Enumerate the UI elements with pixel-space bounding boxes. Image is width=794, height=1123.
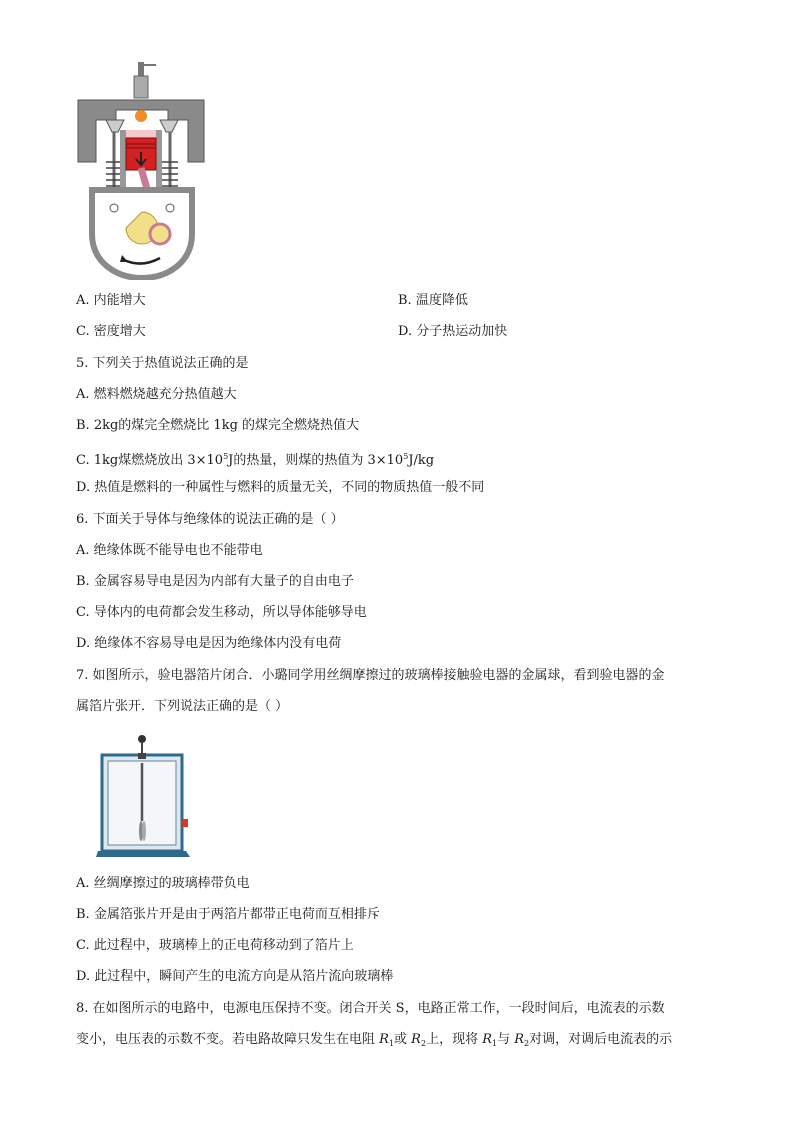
question-stem <box>76 1030 672 1054</box>
question-stem: 7. 如图所示，验电器箔片闭合．小璐同学用丝绸摩擦过的玻璃棒接触验电器的金属球，看到验电器的金 <box>76 668 665 683</box>
option-d: D. 分子热运动加快 <box>398 324 508 339</box>
resistor-symbol: R <box>411 1032 421 1047</box>
option-a: A. 丝绸摩擦过的玻璃棒带负电 <box>76 876 250 891</box>
question-stem: 8. 在如图所示的电路中，电源电压保持不变。闭合开关 S，电路正常工作，一段时间后，电流表的示数 <box>76 1001 665 1016</box>
option-c-text: J的热量，则煤的热值为 3×10 <box>228 453 404 468</box>
stem-text: 对调，对调后电流表的示 <box>529 1032 673 1047</box>
question-stem: 6. 下面关于导体与绝缘体的说法正确的是（ ） <box>76 512 344 527</box>
stem-text: 上，现将 <box>426 1032 483 1047</box>
option-c-text: C. 1kg煤燃烧放出 3×10 <box>76 453 224 468</box>
option-b: B. 金属容易导电是因为内部有大量子的自由电子 <box>76 574 354 589</box>
option-b: B. 2kg的煤完全燃烧比 1kg 的煤完全燃烧热值大 <box>76 418 360 433</box>
option-c: C. 导体内的电荷都会发生移动，所以导体能够导电 <box>76 605 367 620</box>
stem-text: 变小，电压表的示数不变。若电路故障只发生在电阻 <box>76 1032 380 1047</box>
option-d: D. 此过程中，瞬间产生的电流方向是从箔片流向玻璃棒 <box>76 969 394 984</box>
option-a: A. 绝缘体既不能导电也不能带电 <box>76 543 263 558</box>
engine-cylinder-figure <box>76 62 211 280</box>
resistor-symbol: R <box>514 1032 525 1047</box>
electroscope-figure <box>96 733 192 861</box>
option-c <box>76 447 434 471</box>
option-c: C. 密度增大 <box>76 324 146 339</box>
option-d: D. 绝缘体不容易导电是因为绝缘体内没有电荷 <box>76 636 342 651</box>
question-stem: 属箔片张开．下列说法正确的是（ ） <box>76 699 289 714</box>
option-d: D. 热值是燃料的一种属性与燃料的质量无关，不同的物质热值一般不同 <box>76 480 485 495</box>
stem-text: 与 <box>497 1032 515 1047</box>
resistor-symbol: R <box>379 1032 389 1047</box>
option-c-text: J/kg <box>408 453 435 468</box>
option-c: C. 此过程中，玻璃棒上的正电荷移动到了箔片上 <box>76 938 354 953</box>
subscript: 2 <box>524 1039 530 1048</box>
option-a: A. 燃料燃烧越充分热值越大 <box>76 387 237 402</box>
option-a: A. 内能增大 <box>76 293 146 308</box>
option-b: B. 金属箔张片开是由于两箔片都带正电荷而互相排斥 <box>76 907 380 922</box>
subscript: 2 <box>420 1039 427 1048</box>
exponent: 5 <box>403 452 409 461</box>
stem-text: 或 <box>394 1032 412 1047</box>
subscript: 1 <box>388 1039 395 1048</box>
option-b: B. 温度降低 <box>398 293 468 308</box>
subscript: 1 <box>492 1039 498 1048</box>
resistor-symbol: R <box>482 1032 492 1047</box>
exponent: 5 <box>223 452 229 461</box>
question-stem: 5. 下列关于热值说法正确的是 <box>76 356 249 371</box>
